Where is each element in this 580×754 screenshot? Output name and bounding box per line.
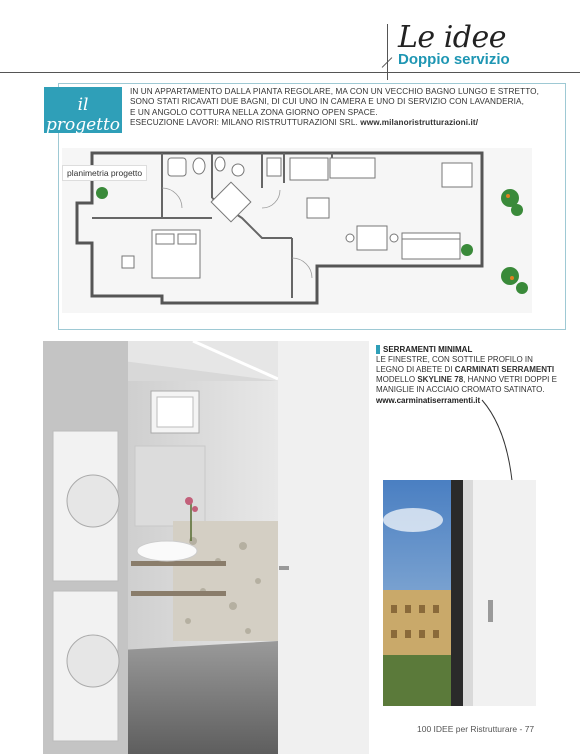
project-line-2: SONO STATI RICAVATI DUE BAGNI, DI CUI UNO IN CAMERA E UNO DI SERVIZIO CON LAVANDERIA, bbox=[130, 97, 524, 107]
sidebar-brand: CARMINATI SERRAMENTI bbox=[454, 365, 555, 374]
windows-sidebar bbox=[376, 345, 557, 405]
section-title: Le idee bbox=[398, 20, 507, 55]
project-line-1: IN UN APPARTAMENTO DALLA PIANTA REGOLARE, MA CON UN VECCHIO BAGNO LUNGO E STRETTO, bbox=[130, 87, 540, 96]
sidebar-line-3 bbox=[376, 375, 557, 385]
bathroom-photo bbox=[43, 341, 369, 754]
sidebar-line-1: LE FINESTRE, CON SOTTILE PROFILO IN bbox=[376, 355, 533, 364]
header-vertical-rule bbox=[387, 24, 388, 80]
page-footer: 100 IDEE per Ristrutturare - 77 bbox=[417, 724, 535, 734]
project-description bbox=[130, 87, 550, 129]
sidebar-line-4: MANIGLIE IN ACCIAIO CROMATO SATINATO. bbox=[376, 385, 545, 394]
sidebar-model: SKYLINE 78 bbox=[417, 375, 464, 384]
project-credit: ESECUZIONE LAVORI: MILANO RISTRUTTURAZIONI SRL. bbox=[130, 118, 358, 128]
header-rule bbox=[0, 72, 580, 73]
project-line-3: E UN ANGOLO COTTURA NELLA ZONA GIORNO OPEN SPACE. bbox=[130, 107, 378, 117]
section-subtitle: Doppio servizio bbox=[398, 51, 510, 68]
project-url[interactable]: www.milanoristrutturazioni.it/ bbox=[360, 118, 479, 128]
project-line-4 bbox=[130, 118, 550, 128]
sidebar-body bbox=[376, 355, 557, 395]
sidebar-url[interactable]: www.carminatiserramenti.it bbox=[376, 396, 481, 405]
window-photo bbox=[383, 480, 536, 706]
sidebar-line-3-tail: , HANNO VETRI DOPPI E bbox=[463, 375, 557, 384]
plan-label: planimetria progetto bbox=[62, 165, 147, 181]
sidebar-line-2-text: LEGNO DI ABETE DI bbox=[376, 365, 455, 374]
sidebar-line-2 bbox=[376, 365, 555, 375]
sidebar-heading: SERRAMENTI MINIMAL bbox=[376, 345, 536, 354]
sidebar-line-3-text: MODELLO bbox=[376, 375, 418, 384]
project-badge-label: il progetto bbox=[45, 95, 121, 135]
